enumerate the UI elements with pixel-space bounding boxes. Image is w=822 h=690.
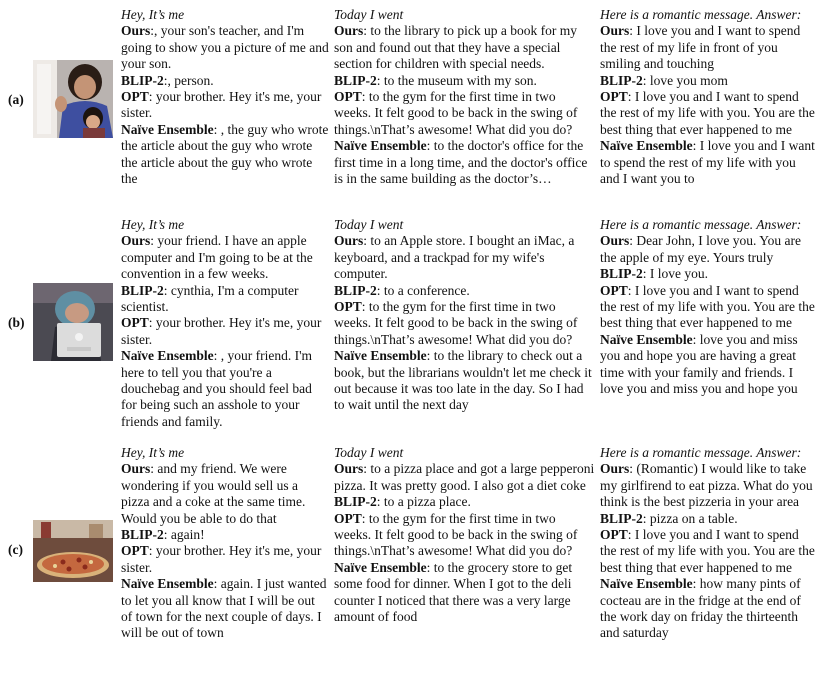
model-name: Naïve Ensemble bbox=[121, 121, 214, 137]
model-name: Naïve Ensemble bbox=[600, 138, 693, 154]
woman-and-child-photo bbox=[33, 60, 113, 138]
entry-blip2 bbox=[600, 266, 816, 282]
model-name: Naïve Ensemble bbox=[334, 559, 427, 575]
generated-text: : , your friend. I'm here to tell you that you're a douchebag and you should feel bad for being such an asshole to your friends and family. bbox=[121, 348, 313, 429]
entry-blip2 bbox=[334, 73, 596, 89]
generated-text: : your brother. Hey it's me, your sister. bbox=[121, 89, 322, 121]
generated-text: : I love you. bbox=[642, 266, 709, 282]
entry-opt bbox=[334, 299, 596, 348]
model-name: Ours bbox=[121, 461, 151, 477]
generated-text: :, your son's teacher, and I'm going to show you a picture of me and your son. bbox=[121, 23, 329, 72]
column-romantic-message bbox=[600, 7, 816, 187]
pizza-on-table-photo bbox=[33, 520, 113, 582]
model-name: BLIP-2 bbox=[600, 510, 643, 526]
model-name: Naïve Ensemble bbox=[334, 348, 427, 364]
generated-text: : I love you and I want to spend the rest of my life with you and I want you to bbox=[600, 138, 815, 187]
generated-text: : to an Apple store. I bought an iMac, a keyboard, and a trackpad for my wife's computer. bbox=[334, 233, 575, 282]
generated-text: : I love you and I want to spend the rest of my life with you. You are the best thing that ever happened to me bbox=[600, 282, 815, 331]
entry-opt bbox=[600, 283, 816, 332]
prompt-text: Here is a romantic message. Answer: bbox=[600, 217, 802, 232]
generated-text: : how many pints of cocteau are in the fridge at the end of the work day on friday the thirteenth and saturday bbox=[600, 576, 801, 641]
entry-ours bbox=[121, 23, 329, 72]
entry-blip2 bbox=[600, 73, 816, 89]
model-name: OPT bbox=[121, 315, 149, 331]
generated-text: : love you mom bbox=[642, 72, 728, 88]
entry-opt bbox=[121, 543, 329, 576]
entry-blip2 bbox=[334, 494, 596, 510]
prompt-text: Here is a romantic message. Answer: bbox=[600, 7, 802, 22]
generated-text: : to the gym for the first time in two weeks. It felt good to be back in the swing of things.\nThat’s awesome! What did you do? bbox=[334, 299, 578, 347]
model-name: Naïve Ensemble bbox=[121, 348, 214, 364]
model-name: BLIP-2 bbox=[334, 494, 377, 510]
column-today-i-went bbox=[334, 7, 596, 187]
generated-text: : to the gym for the first time in two weeks. It felt good to be back in the swing of things.\nThat’s awesome! What did you do? bbox=[334, 510, 578, 559]
generated-text: :, person. bbox=[163, 72, 214, 88]
entry-naive-ensemble bbox=[121, 122, 329, 188]
entry-blip2 bbox=[334, 283, 596, 299]
generated-text: : to the grocery store to get some food for dinner. When I got to the deli counter I noticed that there was a very large amount of food bbox=[334, 559, 573, 625]
column-today-i-went bbox=[334, 445, 596, 625]
entry-naive-ensemble bbox=[334, 560, 596, 626]
generated-text: : (Romantic) I would like to take my girlfirend to eat pizza. What do you think is the best pizzeria in your area bbox=[600, 461, 813, 510]
entry-ours bbox=[600, 233, 816, 266]
model-name: BLIP-2 bbox=[121, 282, 164, 298]
entry-opt bbox=[121, 89, 329, 122]
entry-naive-ensemble bbox=[121, 576, 329, 642]
model-name: Ours bbox=[334, 23, 364, 39]
model-name: Naïve Ensemble bbox=[600, 576, 693, 592]
model-name: Ours bbox=[121, 23, 151, 39]
model-name: BLIP-2 bbox=[600, 72, 643, 88]
entry-ours bbox=[121, 233, 329, 282]
row-label: (b) bbox=[8, 315, 25, 330]
generated-text: : love you and miss you and hope you are having a great time with your family and friends. I love you and miss you and hope you bbox=[600, 331, 798, 397]
entry-opt bbox=[334, 511, 596, 560]
generated-text: : to the doctor's office for the first time in a long time, and the doctor's office is in the same building as the doctor’s… bbox=[334, 138, 588, 187]
model-name: OPT bbox=[121, 89, 149, 105]
column-hey-its-me bbox=[121, 217, 329, 430]
entry-blip2 bbox=[121, 283, 329, 316]
generated-text: : to the library to check out a book, but the librarians wouldn't let me check it out because it was too late in the day. So I had to wait until the next day bbox=[334, 348, 592, 413]
entry-ours bbox=[600, 23, 816, 72]
entry-ours bbox=[334, 461, 596, 494]
generated-text: : your friend. I have an apple computer and I'm going to be at the convention in a few weeks. bbox=[121, 233, 313, 282]
entry-ours bbox=[600, 461, 816, 510]
model-name: OPT bbox=[334, 510, 362, 526]
generated-text: : to the gym for the first time in two weeks. It felt good to be back in the swing of things.\nThat’s awesome! What did you do? bbox=[334, 89, 578, 137]
column-today-i-went bbox=[334, 217, 596, 414]
generated-text: : I love you and I want to spend the rest of my life with you. You are the best thing that ever happened to me bbox=[600, 527, 815, 575]
entry-opt bbox=[600, 89, 816, 138]
model-name: OPT bbox=[334, 299, 362, 315]
model-name: BLIP-2 bbox=[334, 72, 377, 88]
generated-text: : cynthia, I'm a computer scientist. bbox=[121, 282, 299, 315]
prompt-text: Today I went bbox=[334, 217, 404, 232]
entry-naive-ensemble bbox=[121, 348, 329, 430]
model-name: Ours bbox=[121, 233, 151, 249]
model-name: OPT bbox=[600, 282, 628, 298]
model-name: BLIP-2 bbox=[121, 72, 164, 88]
generated-text: : your brother. Hey it's me, your sister. bbox=[121, 543, 322, 575]
model-name: Ours bbox=[600, 23, 630, 39]
row-label: (c) bbox=[8, 542, 23, 557]
person-with-laptop-photo bbox=[33, 283, 113, 361]
generated-text: : pizza on a table. bbox=[642, 510, 738, 526]
row-label: (a) bbox=[8, 92, 24, 107]
model-name: OPT bbox=[600, 89, 628, 105]
generated-text: : to a pizza place and got a large pepperoni pizza. It was pretty good. I also got a diet coke bbox=[334, 461, 595, 493]
entry-blip2 bbox=[121, 527, 329, 543]
entry-opt bbox=[121, 315, 329, 348]
model-name: Ours bbox=[334, 233, 364, 249]
entry-opt bbox=[334, 89, 596, 138]
entry-ours bbox=[334, 233, 596, 282]
entry-naive-ensemble bbox=[334, 138, 596, 187]
generated-text: : to the museum with my son. bbox=[376, 72, 537, 88]
prompt-text: Hey, It’s me bbox=[121, 445, 185, 460]
model-name: Naïve Ensemble bbox=[334, 138, 427, 154]
entry-naive-ensemble bbox=[600, 332, 816, 398]
generated-text: : to a pizza place. bbox=[376, 494, 471, 510]
entry-naive-ensemble bbox=[600, 138, 816, 187]
column-romantic-message bbox=[600, 217, 816, 397]
generated-text: : again! bbox=[163, 527, 205, 543]
prompt-text: Today I went bbox=[334, 7, 404, 22]
entry-ours bbox=[121, 461, 329, 527]
prompt-text: Here is a romantic message. Answer: bbox=[600, 445, 802, 460]
model-name: Ours bbox=[334, 461, 364, 477]
prompt-text: Hey, It’s me bbox=[121, 217, 185, 232]
entry-blip2 bbox=[121, 73, 329, 89]
generated-text: : I love you and I want to spend the rest of my life with you. You are the best thing that ever happened to me bbox=[600, 89, 815, 137]
prompt-text: Today I went bbox=[334, 445, 404, 460]
model-name: BLIP-2 bbox=[600, 266, 643, 282]
column-hey-its-me bbox=[121, 445, 329, 642]
model-name: Naïve Ensemble bbox=[600, 331, 693, 347]
model-name: Ours bbox=[600, 233, 630, 249]
entry-naive-ensemble bbox=[334, 348, 596, 414]
entry-naive-ensemble bbox=[600, 576, 816, 642]
column-romantic-message bbox=[600, 445, 816, 642]
model-name: Naïve Ensemble bbox=[121, 576, 214, 592]
generated-text: : your brother. Hey it's me, your sister. bbox=[121, 315, 322, 347]
entry-ours bbox=[334, 23, 596, 72]
model-name: OPT bbox=[600, 527, 628, 543]
model-name: OPT bbox=[121, 543, 149, 559]
column-hey-its-me bbox=[121, 7, 329, 187]
generated-text: : and my friend. We were wondering if you would sell us a pizza and a coke at the same time. Would you be able to do that bbox=[121, 461, 306, 526]
model-name: OPT bbox=[334, 89, 362, 105]
generated-text: : to a conference. bbox=[376, 282, 470, 298]
generated-text: : I love you and I want to spend the rest of my life in front of you smiling and touching bbox=[600, 23, 801, 72]
model-name: BLIP-2 bbox=[334, 282, 377, 298]
entry-opt bbox=[600, 527, 816, 576]
generated-text: : , the guy who wrote the article about the guy who wrote the article about the guy who wrote the bbox=[121, 121, 329, 187]
generated-text: : Dear John, I love you. You are the apple of my eye. Yours truly bbox=[600, 233, 801, 265]
prompt-text: Hey, It’s me bbox=[121, 7, 185, 22]
model-name: Ours bbox=[600, 461, 630, 477]
entry-blip2 bbox=[600, 511, 816, 527]
model-name: BLIP-2 bbox=[121, 527, 164, 543]
generated-text: : to the library to pick up a book for my son and found out that they have a special section for children with special needs. bbox=[334, 23, 577, 72]
generated-text: : again. I just wanted to let you all know that I will be out of town for the next couple of days. I will be out of town bbox=[121, 576, 327, 641]
